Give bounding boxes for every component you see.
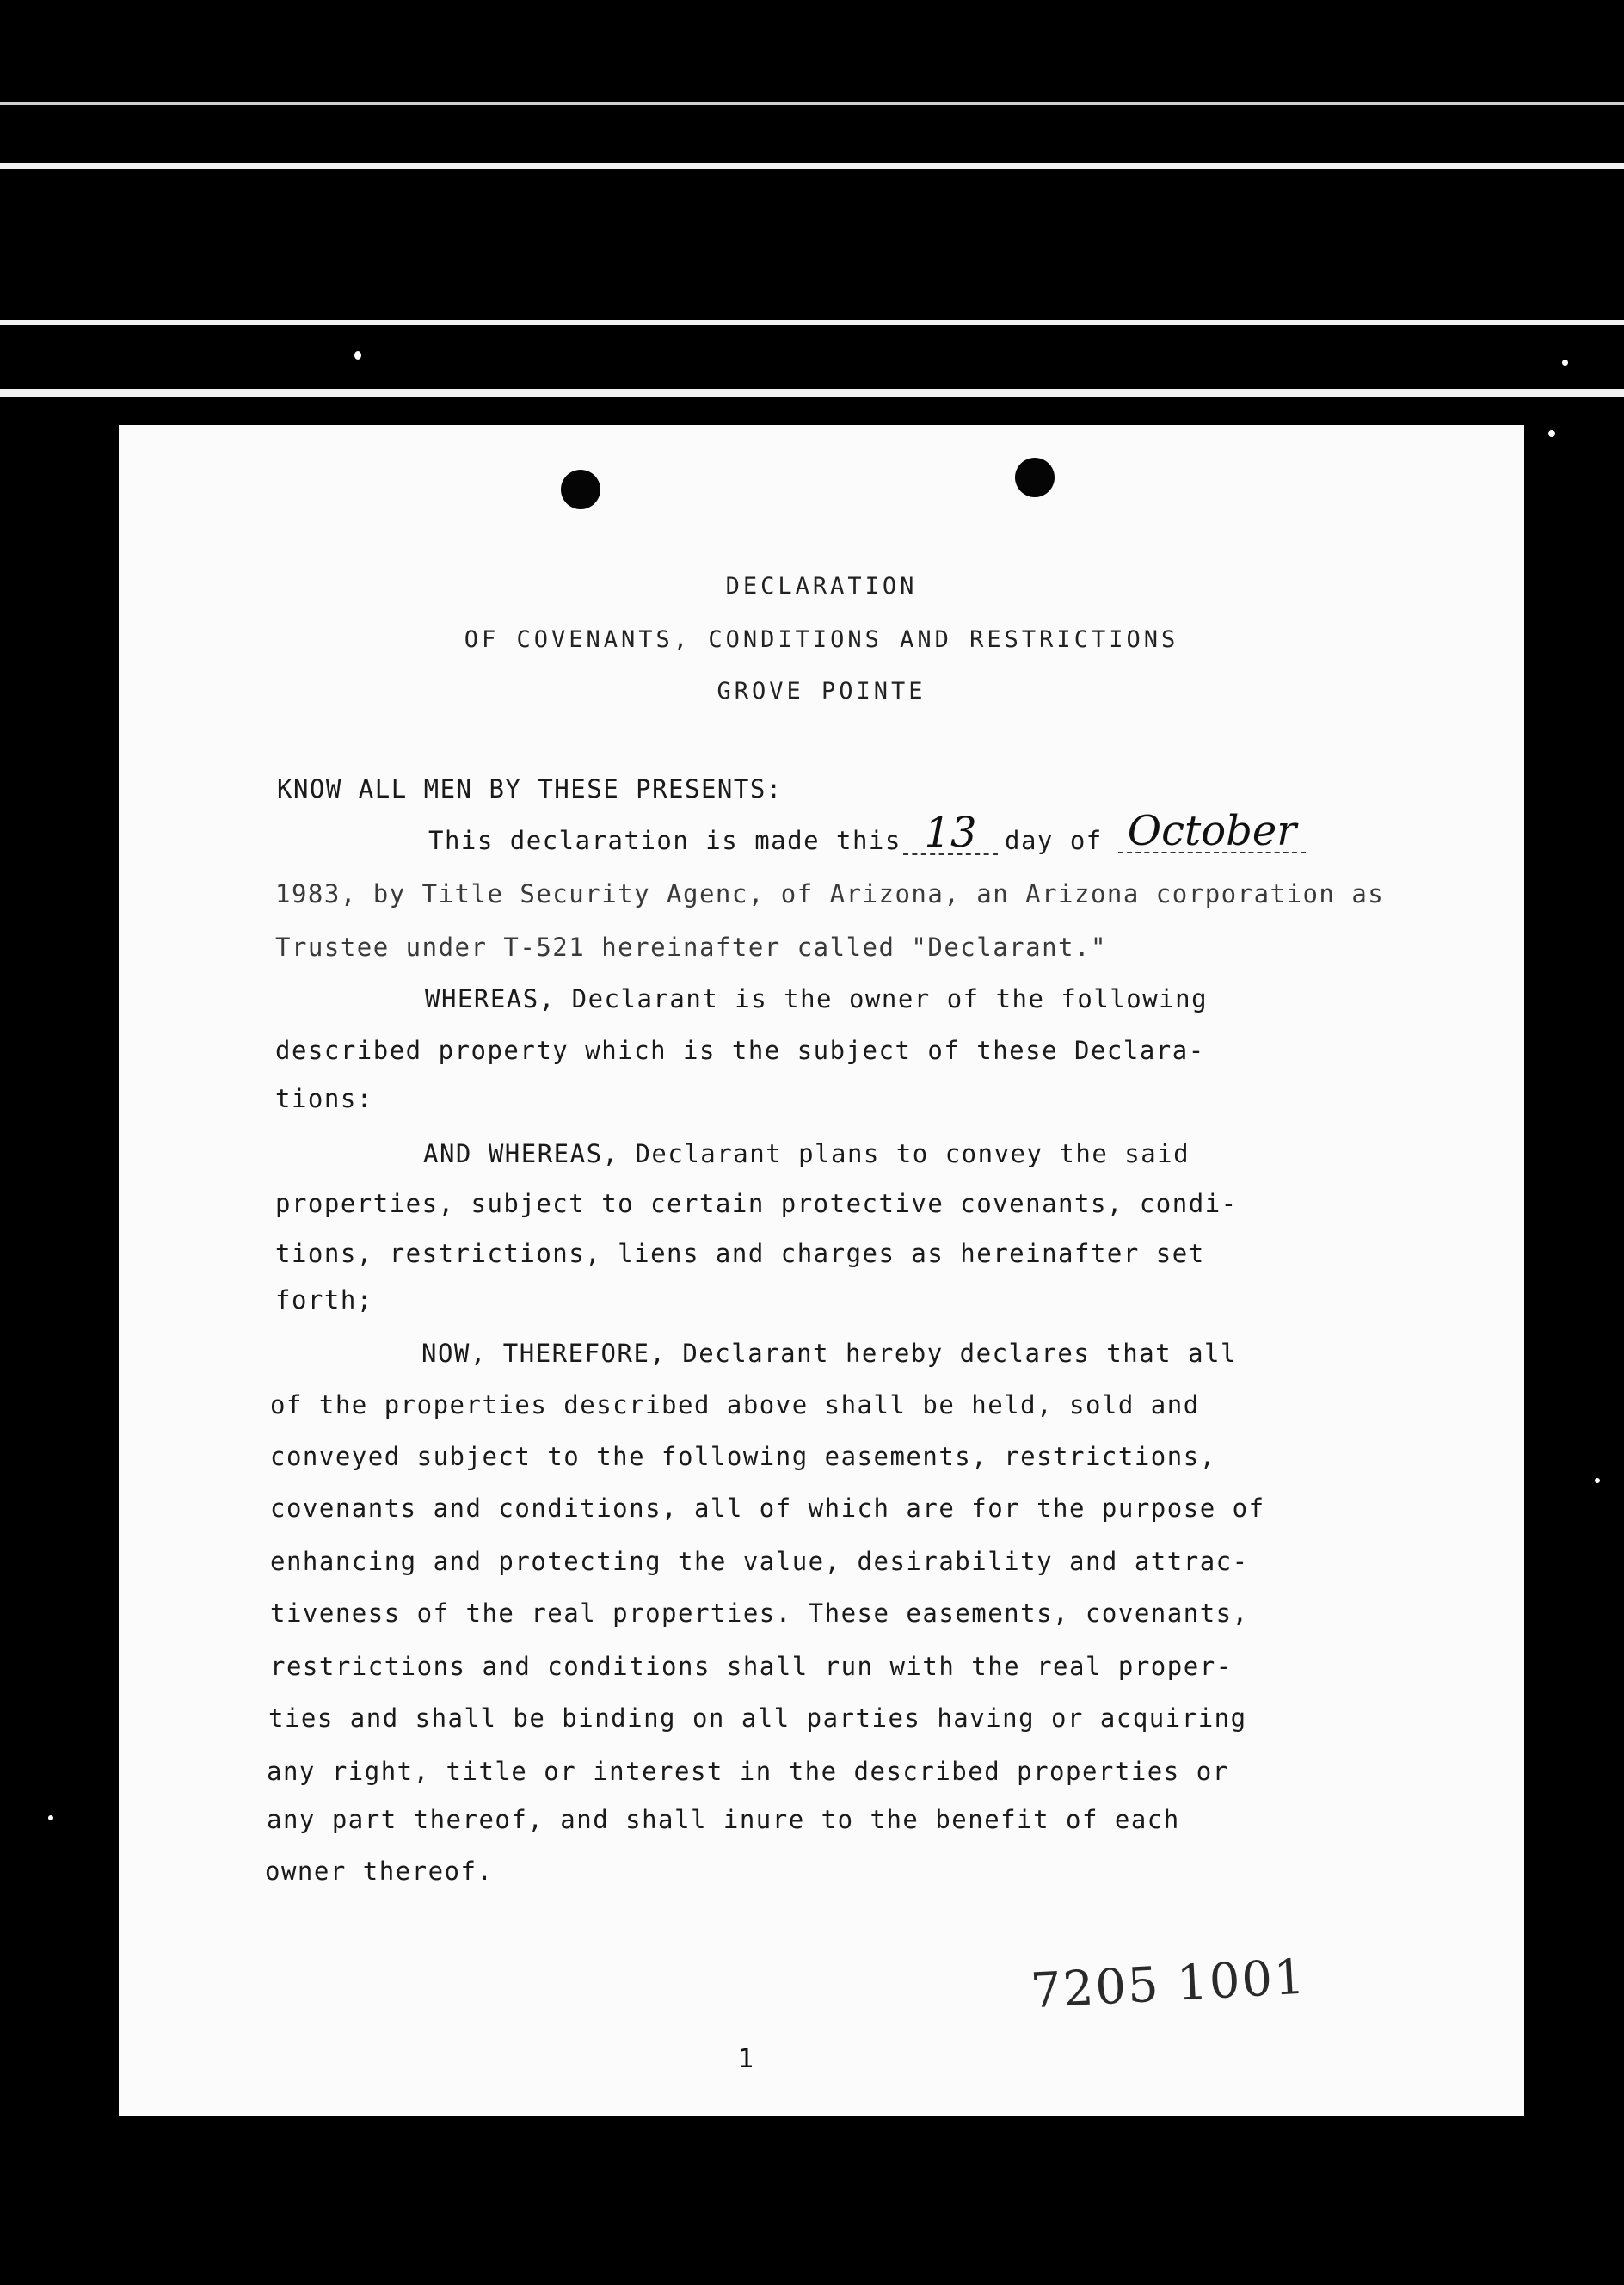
para2-line: tions: [275, 1084, 373, 1113]
para1-line1-text: This declaration is made this [428, 826, 901, 855]
para4-line: ties and shall be binding on all parties having or acquiring [268, 1703, 1247, 1733]
intro-heading: KNOW ALL MEN BY THESE PRESENTS: [277, 774, 783, 804]
para4-line: of the properties described above shall be held, sold and [270, 1390, 1200, 1420]
scan-streak [0, 163, 1624, 169]
scan-speck [1548, 430, 1555, 437]
scan-streak [0, 102, 1624, 105]
para4-line: conveyed subject to the following easements, restrictions, [270, 1442, 1216, 1471]
scan-speck [1562, 360, 1568, 366]
para3-line: AND WHEREAS, Declarant plans to convey the said [423, 1139, 1190, 1168]
para4-line: enhancing and protecting the value, desirability and attrac- [270, 1547, 1249, 1576]
punch-hole [561, 470, 600, 509]
document-page [119, 425, 1524, 2116]
para3-line: tions, restrictions, liens and charges as hereinafter set [275, 1239, 1205, 1268]
para2-line: described property which is the subject of these Declara- [275, 1036, 1205, 1065]
document-project-name: GROVE POINTE [717, 678, 926, 705]
scan-speck [1595, 1478, 1600, 1483]
punch-hole [1015, 458, 1055, 497]
para4-line: any right, title or interest in the described properties or [267, 1757, 1229, 1786]
recording-stamp: 7205 1001 [1029, 1949, 1308, 2020]
scan-streak [0, 389, 1624, 397]
para4-line: covenants and conditions, all of which are for the purpose of [270, 1494, 1265, 1523]
para4-line: tiveness of the real properties. These easements, covenants, [270, 1598, 1249, 1628]
month-fill-in: October [1118, 810, 1306, 853]
day-fill-in: 13 [903, 812, 998, 855]
document-subtitle: OF COVENANTS, CONDITIONS AND RESTRICTIONS [464, 626, 1179, 653]
para3-line: properties, subject to certain protective covenants, condi- [275, 1189, 1238, 1218]
scan-streak [0, 320, 1624, 325]
para3-line: forth; [275, 1285, 373, 1315]
scan-speck [48, 1815, 53, 1820]
para4-line: owner thereof. [265, 1857, 494, 1886]
scan-speck [354, 351, 361, 360]
para1-line2: 1983, by Title Security Agenc, of Arizona, an Arizona corporation as [275, 879, 1385, 908]
page-number: 1 [738, 2044, 754, 2074]
para1-line3: Trustee under T-521 hereinafter called "Declarant." [275, 933, 1107, 962]
para4-line: NOW, THEREFORE, Declarant hereby declares that all [421, 1339, 1237, 1368]
document-title: DECLARATION [725, 573, 918, 600]
para4-line: restrictions and conditions shall run with the real proper- [270, 1652, 1233, 1681]
para1-day-of-text: day of [1005, 826, 1103, 855]
para4-line: any part thereof, and shall inure to the benefit of each [267, 1805, 1180, 1834]
para2-line: WHEREAS, Declarant is the owner of the following [425, 984, 1209, 1013]
